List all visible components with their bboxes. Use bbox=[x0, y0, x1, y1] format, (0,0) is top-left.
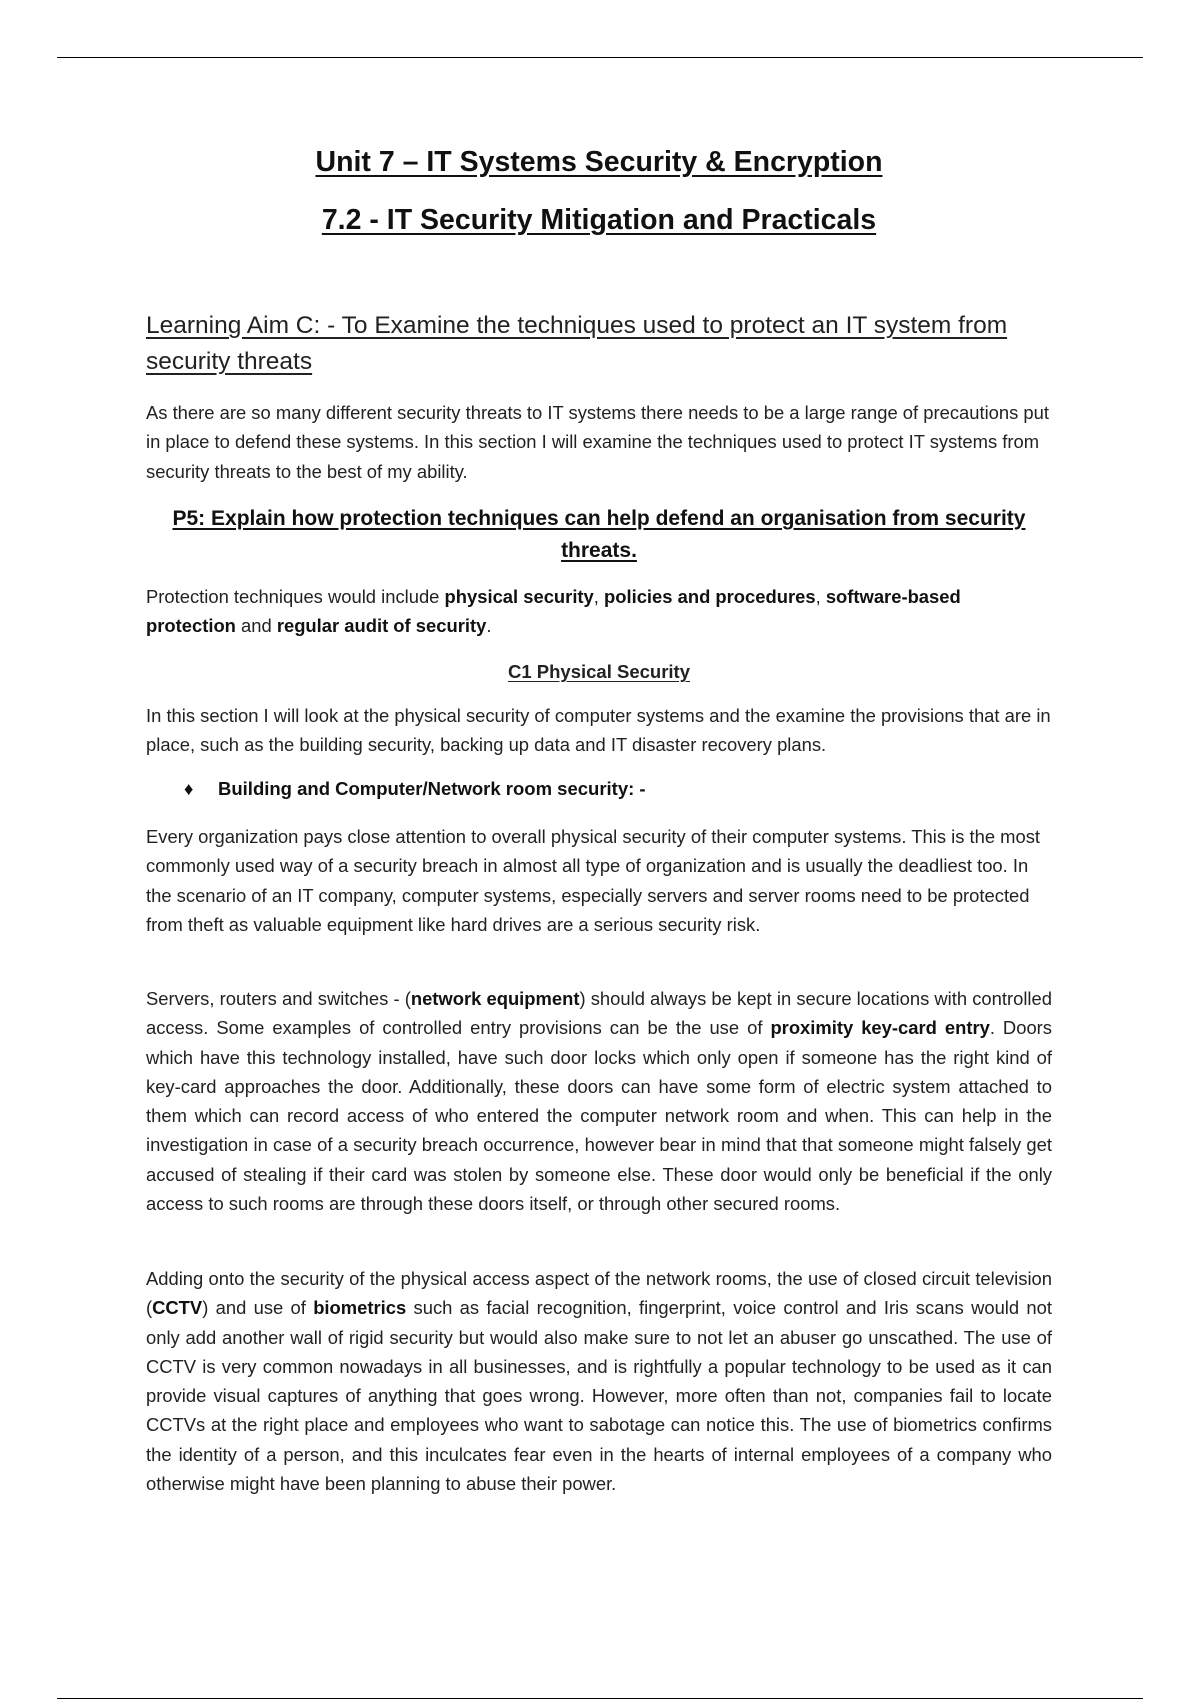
page-bottom-rule bbox=[57, 1698, 1143, 1699]
protection-paragraph: Protection techniques would include physical security, policies and procedures, software-based protection and regular audit of security. bbox=[146, 586, 961, 637]
cctv-paragraph: Adding onto the security of the physical access aspect of the network rooms, the use of closed circuit television (CCTV) and use of biometrics such as facial recognition, fingerprint, voice control and Iris scans would not only add another wall of rigid security but would also make sure to not let an abuser go unscathed. The use of CCTV is very common nowadays in all businesses, and is rightfully a popular technology to be used as it can provide visual captures of anything that goes wrong. However, more often than not, companies fail to locate CCTVs at the right place and employees who want to sabotage can notice this. The use of biometrics confirms the identity of a person, and this inculcates fear even in the hearts of internal employees of a company who otherwise might have been planning to abuse their power. bbox=[146, 1268, 1052, 1495]
page-top-rule bbox=[57, 57, 1143, 58]
c1-heading: C1 Physical Security bbox=[507, 661, 690, 682]
c1-intro-paragraph: In this section I will look at the physical security of computer systems and the examine the provisions that are in place, such as the building security, backing up data and IT disaster recovery plans. bbox=[146, 705, 1051, 756]
intro-paragraph: As there are so many different security threats to IT systems there needs to be a large range of precautions put in place to defend these systems. In this section I will examine the techniques used to protect IT systems from security threats to the best of my ability. bbox=[146, 402, 1049, 482]
organization-paragraph: Every organization pays close attention to overall physical security of their computer systems. This is the most commonly used way of a security breach in almost all type of organization and is usually the deadliest too. In the scenario of an IT company, computer systems, especially servers and server rooms need to be protected from theft as valuable equipment like hard drives are a serious security risk. bbox=[146, 826, 1041, 935]
diamond-bullet-icon: ♦ bbox=[184, 778, 194, 799]
bullet-label: Building and Computer/Network room security: - bbox=[218, 778, 646, 799]
servers-paragraph: Servers, routers and switches - (network equipment) should always be kept in secure locations with controlled access. Some examples of controlled entry provisions can be the use of proximity key-card entry. Doors which have this technology installed, have such door locks which only open if someone has the right kind of key-card approaches the door. Additionally, these doors can have some form of electric system attached to them which can record access of who entered the computer network room and when. This can help in the investigation in case of a security breach occurrence, however bear in mind that that someone might falsely get accused of stealing if their card was stolen by someone else. These door would only be beneficial if the only access to such rooms are through these doors itself, or through other secured rooms. bbox=[146, 988, 1052, 1215]
document-title: Unit 7 – IT Systems Security & Encryption bbox=[315, 146, 883, 178]
document-subtitle: 7.2 - IT Security Mitigation and Practicals bbox=[321, 204, 877, 236]
bullet-item bbox=[184, 778, 646, 800]
p5-heading: P5: Explain how protection techniques can help defend an organisation from security threats. bbox=[172, 507, 1026, 562]
learning-aim-heading: Learning Aim C: - To Examine the techniques used to protect an IT system from security threats bbox=[146, 312, 1008, 375]
